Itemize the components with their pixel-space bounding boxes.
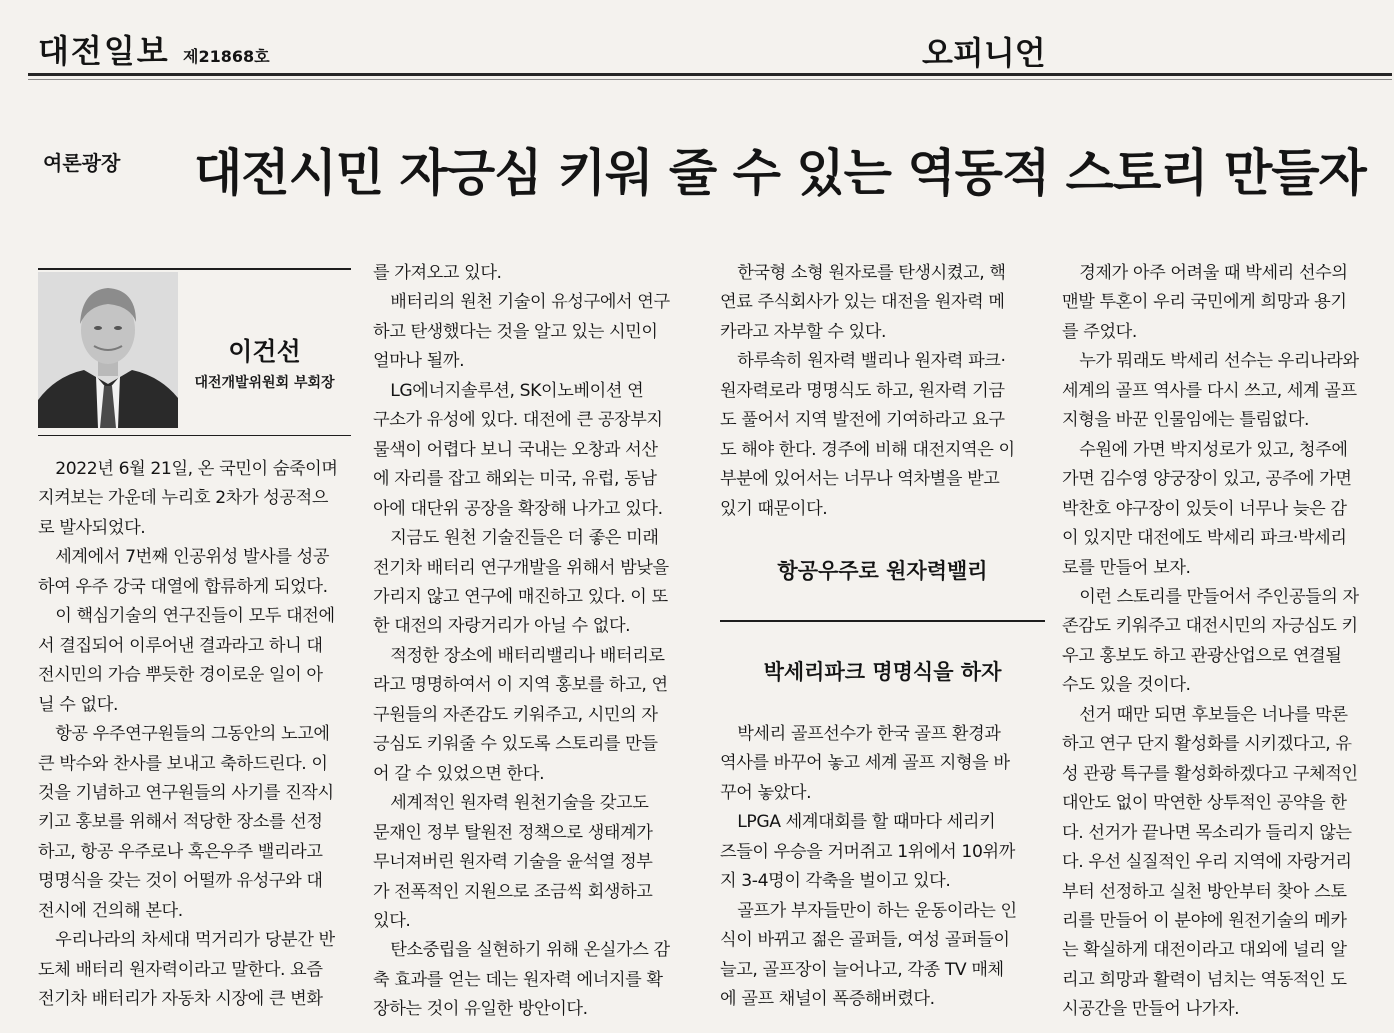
article-line: 누가 뭐래도 박세리 선수는 우리나라와 (1079, 351, 1359, 372)
article-column-3-top (720, 259, 1045, 524)
article-line: 맨발 투혼이 우리 국민에게 희망과 용기 (1062, 292, 1347, 313)
article-line: 선거 때만 되면 후보들은 너나를 막론 (1079, 704, 1348, 725)
article-line: 골프가 부자들만이 하는 운동이라는 인 (737, 900, 1017, 921)
article-line: 있기 때문이다. (720, 498, 828, 519)
article-line: 박세리 골프선수가 한국 골프 환경과 (737, 724, 1001, 744)
article-line: 하고 연구 단지 활성화를 시키겠다고, 유 (1062, 734, 1352, 755)
article-line: 가면 김수영 양궁장이 있고, 공주에 가면 (1062, 469, 1352, 490)
article-line: 늘고, 골프장이 늘어나고, 각종 TV 매체 (720, 959, 1004, 980)
article-line: 역사를 바꾸어 놓고 세계 골프 지형을 바 (720, 753, 1010, 774)
masthead-rule (28, 73, 1392, 76)
article-line: 얼마나 될까. (373, 351, 465, 372)
article-line: 전시에 건의해 본다. (38, 900, 183, 921)
article-line: 로 발사되었다. (38, 517, 146, 538)
article-line: 존감도 키워주고 대전시민의 자긍심도 키 (1062, 616, 1358, 637)
article-line: 를 주었다. (1062, 321, 1137, 342)
article-line: 한 대전의 자랑거리가 아닐 수 없다. (373, 616, 631, 637)
masthead (0, 0, 1394, 80)
author-photo (38, 272, 178, 428)
article-line: 로를 만들어 보자. (1062, 557, 1191, 578)
article-line: 리를 만들어 이 분야에 원전기술의 메카 (1062, 910, 1347, 931)
article-line: 부터 선정하고 실천 방안부터 찾아 스토 (1062, 881, 1347, 902)
article-line: 긍심도 키워줄 수 있도록 스토리를 만들 (373, 734, 658, 755)
author-name: 이건선 (228, 337, 301, 366)
article-line: 지켜보는 가운데 누리호 2차가 성공적으 (38, 488, 329, 509)
article-line: 즈들이 우승을 거머쥐고 1위에서 10위까 (720, 841, 1015, 862)
subheading-aerospace: 항공우주로 원자력밸리 (777, 559, 988, 583)
article-line: 것을 기념하고 연구원들의 사기를 진작시 (38, 782, 334, 803)
article-line: 가 전폭적인 지원으로 조금씩 회생하고 (373, 881, 653, 902)
article-line: 닐 수 없다. (38, 694, 119, 715)
article-line: 어 갈 수 있었으면 한다. (373, 763, 545, 784)
article-line: 대안도 없이 막연한 상투적인 공약을 한 (1062, 793, 1347, 814)
article-line: 세계의 골프 역사를 다시 쓰고, 세계 골프 (1062, 380, 1357, 401)
article-line: 무너져버린 원자력 기술을 윤석열 정부 (373, 852, 653, 873)
issue-number: 제21868호 (183, 47, 270, 66)
article-line: 꾸어 놓았다. (720, 782, 812, 803)
article-line: 우리나라의 차세대 먹거리가 당분간 반 (55, 930, 335, 951)
article-line: 지형을 바꾼 인물임에는 틀림없다. (1062, 410, 1310, 431)
article-line: 에 자리를 잡고 해외는 미국, 유럽, 동남 (373, 469, 657, 490)
article-column-3-bottom (720, 720, 1045, 1015)
headline: 대전시민 자긍심 키워 줄 수 있는 역동적 스토리 만들자 (194, 144, 1366, 202)
section-title: 오피니언 (922, 34, 1046, 72)
masthead-rule-thin (28, 79, 1392, 80)
article-line: 원자력로라 명명식도 하고, 원자력 기금 (720, 380, 1005, 401)
article-column-1 (38, 455, 358, 1015)
article-column-2 (373, 259, 703, 1025)
article-line: 수원에 가면 박지성로가 있고, 청주에 (1079, 439, 1348, 460)
article-line: 시공간을 만들어 나가자. (1062, 999, 1240, 1020)
article-line: 는 확실하게 대전이라고 대외에 널리 알 (1062, 940, 1347, 961)
article-line: 도 풀어서 지역 발전에 기여하라고 요구 (720, 410, 1005, 431)
article-line: 다. 우선 실질적인 우리 지역에 자랑거리 (1062, 852, 1352, 873)
article-line: LG에너지솔루션, SK이노베이션 연 (390, 380, 644, 401)
article-line: 우고 홍보도 하고 관광산업으로 연결될 (1062, 645, 1342, 666)
article-line: 키고 홍보를 위해서 적당한 장소를 선정 (38, 812, 323, 833)
article-line: 항공 우주연구원들의 그동안의 노고에 (55, 724, 330, 745)
article-line: 부분에 있어서는 너무나 역차별을 받고 (720, 469, 1000, 490)
article-line: 축 효과를 얻는 데는 원자력 에너지를 확 (373, 969, 663, 990)
article-line: 식이 바뀌고 젊은 골퍼들, 여성 골퍼들이 (720, 930, 1010, 951)
author-title: 대전개발위원회 부회장 (194, 375, 335, 391)
article-line: 이 있지만 대전에도 박세리 파크·박세리 (1062, 528, 1347, 549)
article-line: 하고, 항공 우주로나 혹은우주 밸리라고 (38, 841, 323, 862)
article-line: 탄소중립을 실현하기 위해 온실가스 감 (390, 940, 670, 961)
article-line: 배터리의 원천 기술이 유성구에서 연구 (390, 292, 670, 313)
article-line: 도 해야 한다. 경주에 비해 대전지역은 이 (720, 439, 1015, 460)
article-line: 전기차 배터리가 자동차 시장에 큰 변화 (38, 989, 323, 1010)
article-line: 지 3-4명이 각축을 벌이고 있다. (720, 871, 951, 892)
article-line: 2022년 6월 21일, 온 국민이 숨죽이며 (55, 459, 338, 479)
article-line: 장하는 것이 유일한 방안이다. (373, 999, 588, 1020)
article-line: LPGA 세계대회를 할 때마다 세리키 (737, 812, 996, 833)
column-label: 여론광장 (43, 151, 121, 175)
article-line: 박찬호 야구장이 있듯이 너무나 늦은 감 (1062, 498, 1347, 519)
subheading-pak-seri-park: 박세리파크 명명식을 하자 (763, 660, 1002, 684)
author-box (38, 268, 351, 436)
article-line: 명명식을 갖는 것이 어떨까 유성구와 대 (38, 871, 323, 892)
article-line: 수도 있을 것이다. (1062, 675, 1191, 696)
article-line: 라고 명명하여서 이 지역 홍보를 하고, 연 (373, 675, 668, 696)
subheading-divider (720, 620, 1045, 622)
article-line: 를 가져오고 있다. (373, 263, 502, 283)
article-line: 가리지 않고 연구에 매진하고 있다. 이 또 (373, 586, 668, 607)
article-line: 연료 주식회사가 있는 대전을 원자력 메 (720, 292, 1005, 313)
article-column-4 (1062, 259, 1387, 1025)
article-line: 서 결집되어 이루어낸 결과라고 하니 대 (38, 635, 323, 656)
article-line: 세계에서 7번째 인공위성 발사를 성공 (55, 547, 330, 568)
article-line: 있다. (373, 910, 411, 931)
article-line: 경제가 아주 어려울 때 박세리 선수의 (1079, 263, 1348, 283)
article-line: 문재인 정부 탈원전 정책으로 생태계가 (373, 822, 653, 843)
article-line: 적정한 장소에 배터리밸리나 배터리로 (390, 645, 665, 666)
article-line: 이런 스토리를 만들어서 주인공들의 자 (1079, 586, 1359, 607)
article-line: 전시민의 가슴 뿌듯한 경이로운 일이 아 (38, 665, 323, 686)
article-line: 하여 우주 강국 대열에 합류하게 되었다. (38, 576, 328, 597)
article-line: 물색이 어렵다 보니 국내는 오창과 서산 (373, 439, 658, 460)
article-line: 세계적인 원자력 원천기술을 갖고도 (390, 793, 649, 814)
article-line: 도체 배터리 원자력이라고 말한다. 요즘 (38, 959, 323, 980)
article-line: 리고 희망과 활력이 넘치는 역동적인 도 (1062, 969, 1347, 990)
article-line: 구소가 유성에 있다. 대전에 큰 공장부지 (373, 410, 663, 431)
article-line: 카라고 자부할 수 있다. (720, 321, 887, 342)
article-line: 하루속히 원자력 밸리나 원자력 파크· (737, 351, 1006, 372)
article-line: 다. 선거가 끝나면 목소리가 들리지 않는 (1062, 822, 1352, 843)
article-line: 큰 박수와 찬사를 보내고 축하드린다. 이 (38, 753, 328, 774)
article-line: 지금도 원천 기술진들은 더 좋은 미래 (390, 528, 659, 549)
article-line: 아에 대단위 공장을 확장해 나가고 있다. (373, 498, 663, 519)
article-line: 에 골프 채널이 폭증해버렸다. (720, 989, 935, 1010)
article-line: 하고 탄생했다는 것을 알고 있는 시민이 (373, 321, 658, 342)
newspaper-name: 대전일보 (38, 32, 170, 70)
article-line: 구원들의 자존감도 키워주고, 시민의 자 (373, 704, 658, 725)
article-line: 전기차 배터리 연구개발을 위해서 밤낮을 (373, 557, 669, 578)
article-line: 이 핵심기술의 연구진들이 모두 대전에 (55, 606, 335, 627)
article-line: 성 관광 특구를 활성화하겠다고 구체적인 (1062, 763, 1358, 784)
article-line: 한국형 소형 원자로를 탄생시켰고, 핵 (737, 263, 1006, 283)
